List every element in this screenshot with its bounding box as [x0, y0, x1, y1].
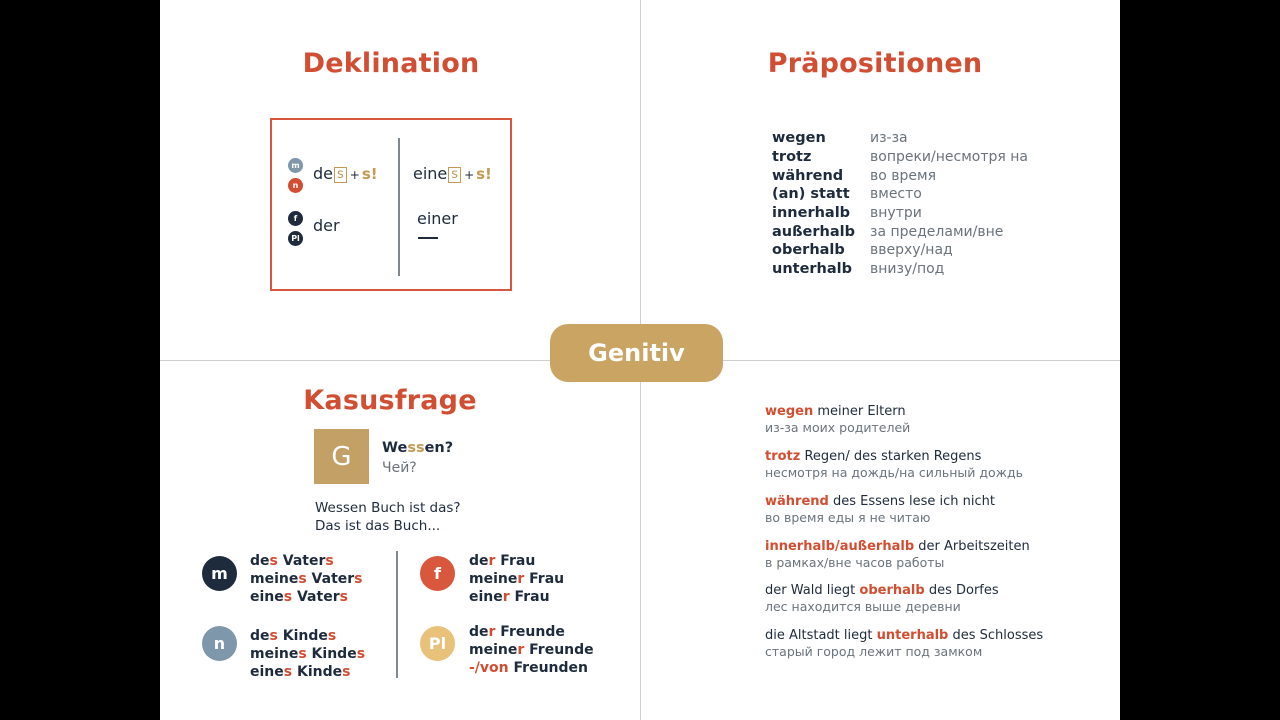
- form-line: meiner Freunde: [469, 642, 594, 658]
- title-deklination: Deklination: [302, 48, 480, 79]
- example-item: [765, 583, 999, 615]
- prep-ru: за пределами/вне: [870, 224, 1004, 240]
- genitiv-badge: Genitiv: [550, 324, 723, 382]
- example-ru: в рамках/вне часов работы: [765, 555, 945, 570]
- title-kasusfrage: Kasusfrage: [303, 385, 477, 416]
- form-line: eines Kindes: [250, 664, 351, 680]
- case-question: Wessen?: [382, 440, 454, 456]
- prep-ru: из-за: [870, 130, 908, 146]
- form-line: meiner Frau: [469, 571, 565, 587]
- example-item: [765, 404, 910, 436]
- form-line: der Frau: [469, 553, 536, 569]
- prep-ru: вопреки/несмотря на: [870, 149, 1028, 165]
- badge-feminine: f: [420, 556, 455, 591]
- form-line: meines Kindes: [250, 646, 366, 662]
- prep-ru: внизу/под: [870, 261, 945, 277]
- badge-neuter: n: [202, 626, 237, 661]
- example-de: trotz Regen/ des starken Regens: [765, 449, 982, 464]
- example-item: [765, 539, 1030, 571]
- form-line: des Kindes: [250, 628, 337, 644]
- example-ru: несмотря на дождь/на сильный дождь: [765, 465, 1023, 480]
- neuter-forms: [250, 627, 365, 681]
- prep-de: innerhalb: [772, 205, 851, 221]
- example-de: der Wald liegt oberhalb des Dorfes: [765, 583, 999, 598]
- form-line: meines Vaters: [250, 571, 363, 587]
- badge-m: m: [288, 158, 303, 173]
- badge-n: n: [288, 178, 303, 193]
- form-line: der Freunde: [469, 624, 565, 640]
- prep-de: trotz: [772, 149, 812, 165]
- badge-plural: Pl: [420, 626, 455, 661]
- example-ru: из-за моих родителей: [765, 420, 911, 435]
- case-example-question: Wessen Buch ist das?: [315, 500, 461, 516]
- badge-pl: Pl: [288, 231, 303, 246]
- prep-de: während: [772, 168, 844, 184]
- example-de: die Altstadt liegt unterhalb des Schlosses: [765, 628, 1044, 643]
- deklination-divider: [398, 138, 400, 276]
- indefinite-mn: eine s + s!: [413, 164, 492, 183]
- plural-forms: [469, 623, 594, 677]
- example-de: innerhalb/außerhalb der Arbeitszeiten: [765, 539, 1030, 554]
- prep-de: oberhalb: [772, 242, 845, 258]
- prep-ru: внутри: [870, 205, 922, 221]
- example-item: [765, 494, 995, 526]
- case-example-answer: Das ist das Buch...: [315, 518, 441, 534]
- case-divider: [396, 551, 398, 678]
- prep-de: unterhalb: [772, 261, 853, 277]
- form-line: einer Frau: [469, 589, 550, 605]
- indefinite-dash: [418, 237, 438, 239]
- prep-ru: вверху/над: [870, 242, 953, 258]
- prep-ru: вместо: [870, 186, 922, 202]
- masculine-forms: [250, 552, 363, 606]
- form-line: -/von Freunden: [469, 660, 588, 676]
- form-line: eines Vaters: [250, 589, 348, 605]
- example-ru: старый город лежит под замком: [765, 644, 983, 659]
- slide: [160, 0, 1120, 720]
- title-praepositionen: Präpositionen: [767, 48, 983, 79]
- case-letter-box: G: [314, 429, 369, 484]
- form-line: des Vaters: [250, 553, 334, 569]
- prep-de: (an) statt: [772, 186, 850, 202]
- example-ru: во время еды я не читаю: [765, 510, 931, 525]
- feminine-forms: [469, 552, 564, 606]
- indefinite-fpl: einer: [417, 209, 458, 228]
- badge-masculine: m: [202, 556, 237, 591]
- definite-mn: de s + s!: [313, 164, 378, 183]
- deklination-table: [270, 118, 512, 291]
- badge-f: f: [288, 211, 303, 226]
- prep-de: wegen: [772, 130, 826, 146]
- example-de: wegen meiner Eltern: [765, 404, 906, 419]
- example-de: während des Essens lese ich nicht: [765, 494, 995, 509]
- prep-ru: во время: [870, 168, 937, 184]
- example-ru: лес находится выше деревни: [765, 599, 961, 614]
- prep-de: außerhalb: [772, 224, 855, 240]
- example-item: [765, 628, 1043, 660]
- case-question-ru: Чей?: [382, 460, 417, 476]
- example-item: [765, 449, 1023, 481]
- definite-fpl: der: [313, 216, 340, 235]
